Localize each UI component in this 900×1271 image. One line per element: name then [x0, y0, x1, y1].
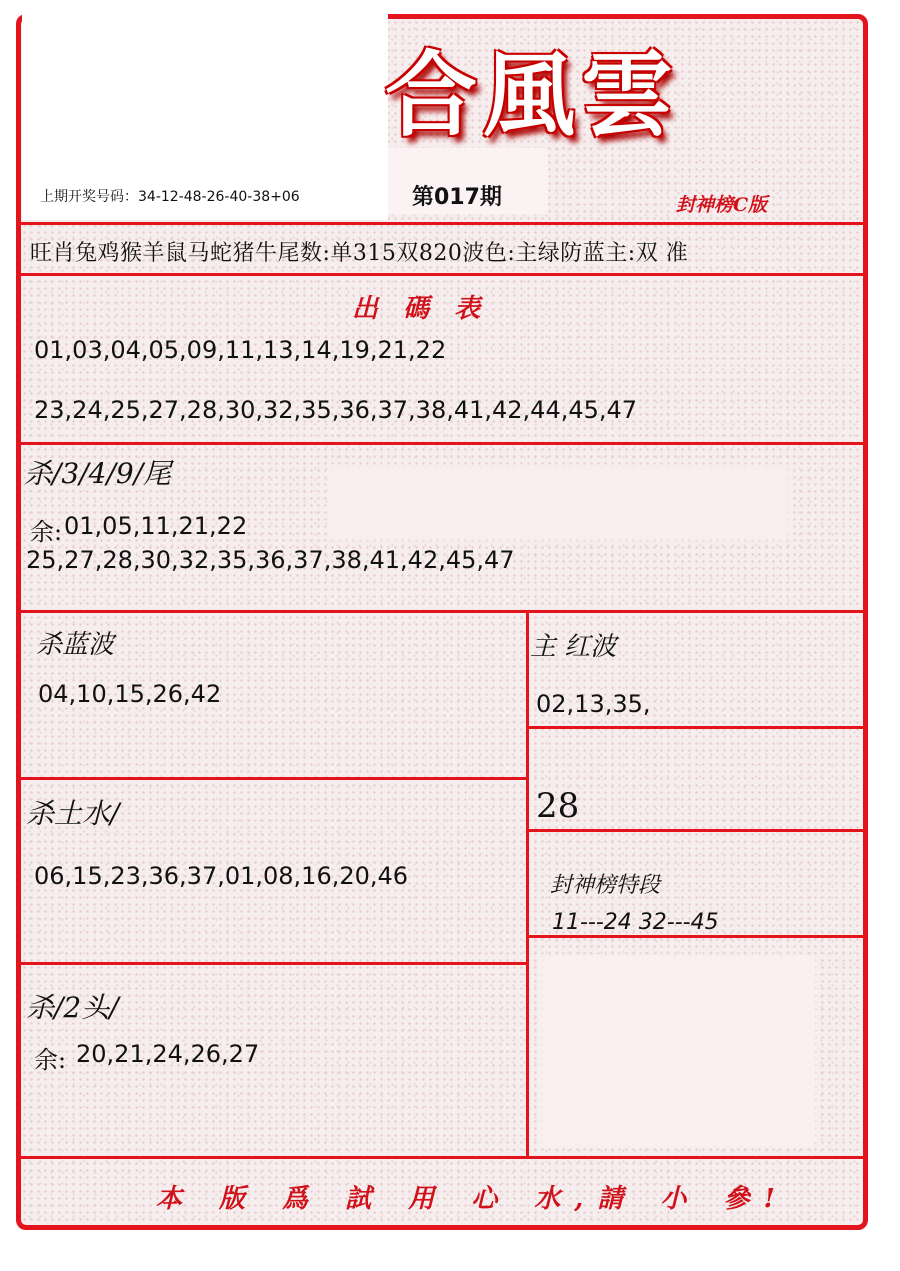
- kill-tail-title: 杀/3/4/9/尾: [24, 457, 172, 490]
- divider-tail: [16, 610, 868, 613]
- kill-head-remain-label: 余:: [34, 1046, 67, 1074]
- summary-line: 旺肖兔鸡猴羊鼠马蛇猪牛尾数:单315双820波色:主绿防蓝主:双 准: [30, 241, 689, 266]
- special-number: 28: [536, 786, 580, 826]
- kill-head-title: 杀/2头/: [26, 991, 119, 1024]
- fengshen-ranges: 11---24 32---45: [552, 910, 719, 935]
- chart-row-2: 23,24,25,27,28,30,32,35,36,37,38,41,42,44,45,47: [34, 396, 638, 424]
- main-red-title: 主 红波: [530, 632, 617, 662]
- divider-chart: [16, 442, 868, 445]
- kill-tail-row-2: 25,27,28,30,32,35,36,37,38,41,42,45,47: [26, 546, 515, 574]
- last-draw-label: 上期开奖号码：34-12-48-26-40-38+06: [40, 189, 300, 205]
- kill-blue-title: 杀蓝波: [36, 630, 115, 660]
- divider-vertical: [526, 610, 529, 1158]
- divider-left-1: [16, 777, 528, 780]
- edition-label: 封神榜C版: [676, 194, 768, 216]
- kill-earth-water-numbers: 06,15,23,36,37,01,08,16,20,46: [34, 862, 409, 890]
- divider-footer: [16, 1156, 868, 1159]
- kill-head-numbers: 20,21,24,26,27: [76, 1040, 260, 1068]
- main-red-numbers: 02,13,35,: [536, 690, 651, 718]
- chart-title: 出 碼 表: [352, 294, 489, 324]
- fengshen-title: 封神榜特段: [550, 873, 661, 898]
- kill-earth-water-title: 杀土水/: [26, 797, 120, 830]
- divider-right-1: [528, 726, 868, 729]
- logo-title: 合風雲: [385, 41, 680, 149]
- kill-blue-numbers: 04,10,15,26,42: [38, 680, 222, 708]
- divider-right-2: [528, 829, 868, 832]
- divider-right-3: [528, 935, 868, 938]
- footer-disclaimer: 本 版 爲 試 用 心 水,請 小 參!: [156, 1184, 789, 1214]
- kill-tail-row-1: 01,05,11,21,22: [64, 512, 248, 540]
- kill-tail-remain-label: 余:: [30, 518, 63, 546]
- divider-left-2: [16, 962, 528, 965]
- divider-summary: [16, 273, 868, 276]
- obscured-box: [540, 956, 816, 1146]
- divider-header: [16, 222, 868, 225]
- issue-number: 第017期: [412, 185, 502, 210]
- obscured-area: [328, 466, 790, 540]
- chart-row-1: 01,03,04,05,09,11,13,14,19,21,22: [34, 336, 447, 364]
